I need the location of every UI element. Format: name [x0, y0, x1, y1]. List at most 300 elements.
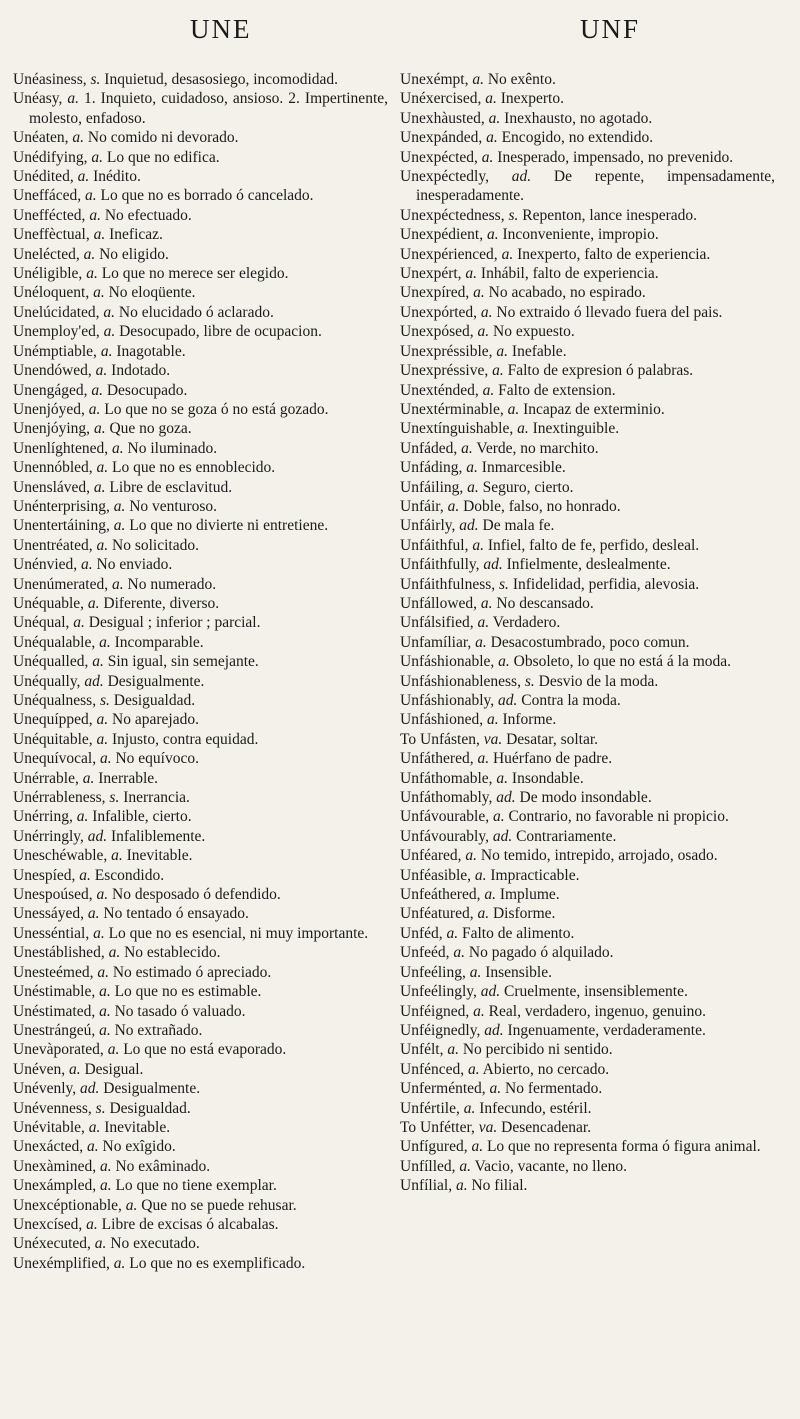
entry-definition: Desocupado, libre de ocupacion. — [119, 323, 322, 341]
entry-grammar: a. — [72, 129, 85, 147]
entry-headword: Unexpért, — [400, 265, 462, 283]
entry-headword: Unenlíghtened, — [13, 439, 109, 457]
entry-grammar: ad. — [511, 168, 532, 186]
dictionary-entry — [400, 264, 775, 283]
entry-headword: Unestrángeú, — [13, 1021, 96, 1039]
dictionary-entry — [400, 70, 775, 89]
entry-definition: Desigualdad. — [109, 1099, 191, 1117]
dictionary-entry — [13, 516, 388, 535]
dictionary-entry — [400, 924, 775, 943]
entry-definition: Lo que no está evaporado. — [123, 1041, 287, 1059]
entry-grammar: a. — [474, 866, 487, 884]
dictionary-entry — [400, 322, 775, 341]
entry-grammar: a. — [79, 866, 91, 884]
entry-headword: Unféd, — [400, 924, 443, 942]
entry-definition: Contra la moda. — [521, 692, 621, 709]
entry-grammar: a. — [461, 439, 473, 457]
entry-headword: Unféatured, — [400, 905, 474, 923]
dictionary-entry — [400, 89, 775, 108]
entry-headword: Unexpérienced, — [400, 245, 498, 263]
entry-grammar: a. — [93, 420, 106, 438]
entry-headword: Unfeéling, — [400, 963, 466, 981]
entry-definition: Inmarcesible. — [481, 459, 566, 477]
entry-grammar: a. — [87, 1138, 99, 1156]
dictionary-entry — [13, 361, 388, 380]
entry-grammar: a. — [465, 265, 478, 283]
dictionary-entry — [13, 148, 388, 167]
entry-headword: Unérringly, — [13, 827, 84, 845]
entry-definition: No exâminado. — [115, 1157, 211, 1175]
entry-headword: Unextínguishable, — [400, 420, 514, 438]
entry-grammar: ad. — [84, 672, 104, 690]
entry-grammar: a. — [93, 226, 106, 244]
entry-grammar: a. — [103, 323, 116, 341]
entry-headword: Unfáded, — [400, 439, 458, 457]
entry-grammar: a. — [95, 362, 108, 380]
dictionary-entry — [13, 1040, 388, 1059]
entry-grammar: a. — [67, 90, 79, 108]
dictionary-entry — [13, 769, 388, 788]
entry-grammar: s. — [90, 71, 101, 88]
entry-grammar: a. — [88, 1118, 101, 1136]
entry-definition: De mala fe. — [482, 517, 555, 535]
entry-headword: Unevàporated, — [13, 1041, 104, 1059]
entry-definition: Sin igual, sin semejante. — [107, 653, 259, 671]
entry-headword: Unfeáthered, — [400, 886, 481, 904]
entry-grammar: a. — [99, 1177, 112, 1195]
entry-grammar: a. — [83, 245, 96, 263]
entry-headword: Unéqually, — [13, 672, 81, 690]
entry-grammar: a. — [99, 633, 111, 651]
dictionary-entry — [400, 866, 775, 885]
entry-grammar: a. — [113, 1254, 126, 1272]
entry-headword: Unfávourably, — [400, 827, 489, 845]
entry-definition: Desvio de la moda. — [538, 672, 659, 690]
entry-grammar: a. — [103, 303, 116, 321]
dictionary-entry — [400, 555, 775, 574]
dictionary-entry — [400, 1176, 775, 1195]
entry-headword: Unendówed, — [13, 362, 92, 380]
entry-definition: Inextinguible. — [532, 420, 620, 438]
entry-headword: To Unfétter, — [400, 1118, 475, 1136]
entry-definition: Ingenuamente, verdaderamente. — [507, 1021, 706, 1039]
dictionary-entry — [13, 1099, 388, 1118]
entry-grammar: a. — [496, 342, 509, 360]
entry-grammar: a. — [99, 1157, 112, 1175]
entry-grammar: ad. — [87, 827, 108, 845]
entry-definition: No fermentado. — [505, 1080, 603, 1098]
entry-grammar: a. — [93, 924, 105, 942]
dictionary-entry — [13, 458, 388, 477]
entry-definition: No elucidado ó aclarado. — [118, 303, 274, 321]
dictionary-entry — [13, 1118, 388, 1137]
entry-definition: Inerrable. — [98, 769, 159, 787]
entry-grammar: a. — [93, 284, 105, 302]
entry-grammar: a. — [472, 71, 484, 88]
dictionary-entry — [400, 788, 775, 807]
entry-definition: Desencadenar. — [501, 1118, 592, 1136]
dictionary-entry — [400, 245, 775, 264]
entry-grammar: a. — [492, 362, 504, 380]
entry-definition: Diferente, diverso. — [103, 594, 220, 612]
entry-grammar: a. — [96, 536, 109, 554]
entry-grammar: ad. — [492, 827, 513, 845]
entry-definition: De repente, impensadamente, inesperadamente. — [416, 168, 776, 205]
dictionary-entry — [13, 264, 388, 283]
dictionary-entry — [13, 342, 388, 361]
entry-definition: Inquietud, desasosiego, incomodidad. — [104, 71, 339, 88]
entry-definition: No exênto. — [487, 71, 556, 88]
entry-grammar: ad. — [80, 1080, 100, 1098]
entry-headword: Unelúcidated, — [13, 303, 100, 321]
dictionary-entry — [400, 361, 775, 380]
entry-definition: Verde, no marchito. — [476, 439, 599, 457]
entry-definition: No tasado ó valuado. — [114, 1002, 246, 1020]
entry-definition: No estimado ó apreciado. — [112, 963, 272, 981]
dictionary-entry — [13, 186, 388, 205]
entry-grammar: a. — [501, 245, 514, 263]
entry-definition: Indotado. — [111, 362, 171, 380]
entry-grammar: a. — [107, 1041, 120, 1059]
entry-grammar: ad. — [459, 517, 479, 535]
entry-definition: Inerrancia. — [123, 789, 190, 807]
entry-grammar: a. — [108, 944, 121, 962]
entry-definition: Inexhausto, no agotado. — [504, 109, 653, 127]
entry-definition: Que no se puede rehusar. — [141, 1196, 297, 1214]
entry-grammar: a. — [87, 905, 100, 923]
entry-headword: Unénvied, — [13, 556, 78, 574]
dictionary-entry — [400, 1157, 775, 1176]
entry-headword: Unéven, — [13, 1060, 66, 1078]
entry-grammar: a. — [485, 90, 497, 108]
entry-headword: Unexámpled, — [13, 1177, 97, 1195]
entry-definition: Disforme. — [492, 905, 556, 923]
entry-definition: Abierto, no cercado. — [482, 1060, 610, 1078]
dictionary-entry — [13, 788, 388, 807]
entry-definition: No expuesto. — [493, 323, 575, 341]
entry-definition: Desigual ; inferior ; parcial. — [88, 614, 261, 632]
entry-grammar: a. — [113, 497, 126, 515]
dictionary-entry — [400, 575, 775, 594]
entry-headword: Unfáshioned, — [400, 711, 484, 729]
entry-grammar: a. — [96, 886, 109, 904]
entry-grammar: a. — [475, 633, 487, 651]
entry-headword: Unfáithfully, — [400, 556, 480, 574]
entry-headword: Unentertáining, — [13, 517, 110, 535]
dictionary-entry — [400, 109, 775, 128]
dictionary-entry — [13, 613, 388, 632]
entry-headword: Unexpédient, — [400, 226, 484, 244]
entry-headword: Unesteémed, — [13, 963, 94, 981]
entry-headword: Unennóbled, — [13, 459, 93, 477]
dictionary-entry — [13, 322, 388, 341]
dictionary-entry — [13, 303, 388, 322]
entry-grammar: a. — [82, 769, 95, 787]
entry-definition: Vacio, vacante, no lleno. — [474, 1157, 627, 1175]
entry-headword: Unfáshionableness, — [400, 672, 521, 690]
entry-headword: Unfáithfulness, — [400, 575, 496, 593]
entry-headword: Unferménted, — [400, 1080, 486, 1098]
entry-grammar: ad. — [498, 692, 518, 709]
entry-grammar: a. — [467, 478, 479, 496]
entry-definition: Contrariamente. — [516, 827, 617, 845]
entry-headword: Unémptiable, — [13, 342, 97, 360]
entry-grammar: a. — [68, 1060, 81, 1078]
entry-grammar: a. — [488, 109, 501, 127]
entry-grammar: a. — [447, 497, 460, 515]
entry-headword: Unérring, — [13, 808, 73, 826]
entry-headword: Unéxecuted, — [13, 1235, 91, 1253]
entry-headword: Unéquitable, — [13, 730, 93, 748]
dictionary-entry — [13, 730, 388, 749]
entry-headword: Unfáthomable, — [400, 769, 493, 787]
dictionary-entry — [400, 594, 775, 613]
entry-grammar: a. — [486, 129, 498, 147]
entry-grammar: a. — [446, 924, 459, 942]
dictionary-entry — [13, 594, 388, 613]
entry-headword: Unesséntial, — [13, 924, 90, 942]
dictionary-entry — [13, 1157, 388, 1176]
dictionary-entry — [13, 963, 388, 982]
entry-headword: Uneschéwable, — [13, 847, 108, 865]
dictionary-entry — [13, 419, 388, 438]
entry-definition: No pagado ó alquilado. — [468, 944, 614, 962]
entry-headword: Unexpréssive, — [400, 362, 489, 380]
entry-definition: Desigual. — [84, 1060, 144, 1078]
running-head-right: UNF — [580, 14, 641, 44]
entry-definition: Lo que no se goza ó no está gozado. — [104, 400, 329, 418]
entry-definition: No descansado. — [496, 594, 594, 612]
entry-headword: Unéloquent, — [13, 284, 90, 302]
entry-definition: No solicitado. — [112, 536, 199, 554]
entry-grammar: a. — [472, 536, 484, 554]
entry-grammar: a. — [97, 963, 109, 981]
dictionary-entry — [400, 613, 775, 632]
entry-grammar: a. — [459, 1157, 472, 1175]
entry-grammar: va. — [483, 730, 503, 748]
entry-headword: Unfáirly, — [400, 517, 456, 535]
dictionary-entry — [400, 1002, 775, 1021]
entry-definition: Escondido. — [94, 866, 165, 884]
entry-definition: No numerado. — [127, 575, 217, 593]
entry-headword: Unfávourable, — [400, 808, 490, 826]
entry-grammar: a. — [91, 148, 103, 166]
dictionary-column-left — [13, 70, 388, 1273]
entry-grammar: a. — [473, 284, 485, 302]
entry-definition: Lo que no es ennoblecido. — [112, 459, 276, 477]
entry-headword: Unéaten, — [13, 129, 69, 147]
entry-headword: Unfeéd, — [400, 944, 450, 962]
entry-headword: Unexpécted, — [400, 148, 478, 166]
entry-headword: Unexpórted, — [400, 303, 478, 321]
entry-headword: Unfamíliar, — [400, 633, 472, 651]
entry-grammar: a. — [76, 808, 89, 826]
entry-grammar: va. — [478, 1118, 498, 1136]
entry-definition: Lo que no representa forma ó figura animal. — [486, 1138, 761, 1156]
entry-grammar: a. — [466, 459, 478, 477]
entry-definition: Injusto, contra equidad. — [112, 730, 259, 748]
entry-definition: Inconveniente, impropio. — [502, 226, 659, 244]
entry-headword: Unexpíred, — [400, 284, 470, 302]
dictionary-entry — [400, 652, 775, 671]
entry-headword: Unéstimated, — [13, 1002, 96, 1020]
dictionary-entry — [13, 245, 388, 264]
entry-headword: Unessáyed, — [13, 905, 85, 923]
entry-headword: Unéqualable, — [13, 633, 96, 651]
entry-definition: Incapaz de exterminio. — [523, 400, 665, 418]
entry-definition: Repenton, lance inesperado. — [522, 206, 698, 224]
entry-headword: Unérrableness, — [13, 789, 106, 807]
dictionary-entry — [13, 943, 388, 962]
entry-grammar: a. — [99, 983, 111, 1001]
dictionary-entry — [400, 400, 775, 419]
entry-definition: Inevitable. — [104, 1118, 171, 1136]
dictionary-entry — [400, 128, 775, 147]
entry-definition: Desigualmente. — [107, 672, 205, 690]
entry-grammar: s. — [99, 692, 110, 709]
entry-headword: Unérrable, — [13, 769, 79, 787]
entry-headword: Unexhàusted, — [400, 109, 485, 127]
entry-definition: No temido, intrepido, arrojado, osado. — [480, 847, 718, 865]
dictionary-entry — [400, 283, 775, 302]
dictionary-entry — [13, 807, 388, 826]
entry-definition: No extrañado. — [114, 1021, 203, 1039]
dictionary-entry — [13, 982, 388, 1001]
entry-grammar: s. — [109, 789, 120, 807]
entry-definition: No percibido ni sentido. — [462, 1041, 613, 1059]
entry-definition: Informe. — [502, 711, 557, 729]
dictionary-entry — [400, 478, 775, 497]
entry-grammar: a. — [482, 381, 495, 399]
dictionary-entry — [13, 1254, 388, 1273]
dictionary-entry — [400, 904, 775, 923]
entry-definition: Lo que no divierte ni entretiene. — [129, 517, 329, 535]
entry-grammar: a. — [87, 594, 100, 612]
dictionary-entry — [400, 963, 775, 982]
entry-definition: Contrario, no favorable ni propicio. — [508, 808, 729, 826]
entry-headword: Unfílial, — [400, 1177, 453, 1195]
entry-definition: Lo que no es estimable. — [114, 983, 262, 1001]
entry-grammar: a. — [453, 944, 465, 962]
entry-definition: Cruelmente, insensiblemente. — [504, 983, 688, 1001]
entry-headword: Unéligible, — [13, 265, 83, 283]
dictionary-entry — [13, 633, 388, 652]
dictionary-entry — [400, 419, 775, 438]
entry-grammar: a. — [113, 517, 126, 535]
dictionary-entry — [400, 885, 775, 904]
entry-headword: Unfígured, — [400, 1138, 468, 1156]
entry-definition: No acabado, no espirado. — [488, 284, 646, 302]
dictionary-entry — [400, 1021, 775, 1040]
dictionary-entry — [400, 749, 775, 768]
entry-definition: Desigualdad. — [113, 692, 196, 709]
entry-grammar: a. — [484, 886, 496, 904]
dictionary-entry — [13, 70, 388, 89]
entry-headword: Unequípped, — [13, 711, 93, 729]
entry-headword: Unexpéctedly, — [400, 168, 489, 186]
entry-headword: Unéxercised, — [400, 90, 482, 108]
dictionary-entry — [13, 89, 388, 128]
entry-definition: No extraido ó llevado fuera del pais. — [496, 303, 723, 321]
entry-definition: Verdadero. — [492, 614, 561, 632]
entry-grammar: a. — [91, 381, 103, 399]
entry-headword: Unfértile, — [400, 1099, 460, 1117]
dictionary-entry — [13, 497, 388, 516]
entry-definition: No eloqüente. — [108, 284, 196, 302]
entry-definition: No enviado. — [96, 556, 173, 574]
entry-headword: Unfáthered, — [400, 750, 474, 768]
entry-definition: No efectuado. — [104, 206, 192, 224]
entry-definition: Lo que no es esencial, ni muy importante. — [108, 924, 369, 942]
entry-grammar: ad. — [483, 556, 503, 574]
entry-headword: Unexcéptionable, — [13, 1196, 122, 1214]
entry-grammar: a. — [477, 905, 490, 923]
entry-grammar: a. — [125, 1196, 138, 1214]
entry-definition: Inagotable. — [116, 342, 186, 360]
entry-grammar: a. — [112, 439, 124, 457]
entry-headword: Unéqualness, — [13, 692, 97, 709]
entry-headword: Unensláved, — [13, 478, 91, 496]
entry-grammar: a. — [77, 168, 90, 186]
entry-headword: Unexpósed, — [400, 323, 474, 341]
entry-headword: Unenúmerated, — [13, 575, 109, 593]
entry-definition: No equívoco. — [115, 750, 199, 768]
dictionary-entry — [400, 982, 775, 1001]
dictionary-entry — [13, 866, 388, 885]
entry-headword: Unestáblished, — [13, 944, 105, 962]
entry-grammar: a. — [92, 653, 104, 671]
entry-headword: Unespíed, — [13, 866, 76, 884]
entry-grammar: ad. — [496, 789, 516, 807]
entry-grammar: a. — [111, 847, 123, 865]
dictionary-entry — [13, 555, 388, 574]
entry-headword: Unfáithful, — [400, 536, 469, 554]
entry-headword: Unexténded, — [400, 381, 479, 399]
entry-grammar: a. — [96, 459, 109, 477]
entry-grammar: a. — [88, 400, 101, 418]
entry-headword: Unévenly, — [13, 1080, 77, 1098]
dictionary-entry — [13, 749, 388, 768]
dictionary-entry — [13, 478, 388, 497]
entry-headword: Unfílled, — [400, 1157, 456, 1175]
entry-definition: Implume. — [499, 886, 560, 904]
entry-grammar: a. — [86, 1215, 98, 1233]
entry-definition: Falto de extension. — [498, 381, 616, 399]
entry-grammar: s. — [524, 672, 535, 690]
entry-grammar: a. — [471, 1138, 484, 1156]
entry-headword: Unentréated, — [13, 536, 93, 554]
dictionary-entry — [400, 1060, 775, 1079]
entry-headword: Unfáshionable, — [400, 653, 495, 671]
entry-definition: Infielmente, deslealmente. — [506, 556, 671, 574]
dictionary-entry — [400, 536, 775, 555]
entry-grammar: a. — [496, 769, 509, 787]
entry-grammar: a. — [100, 342, 113, 360]
entry-headword: Unexpéctedness, — [400, 206, 505, 224]
dictionary-entry — [400, 672, 775, 691]
dictionary-entry — [13, 691, 388, 710]
entry-grammar: s. — [499, 575, 509, 593]
entry-definition: Desigualmente. — [103, 1080, 201, 1098]
entry-grammar: a. — [447, 1041, 459, 1059]
dictionary-entry — [400, 710, 775, 729]
entry-headword: Unéstimable, — [13, 983, 96, 1001]
entry-grammar: a. — [99, 1002, 111, 1020]
entry-headword: To Unfásten, — [400, 730, 480, 748]
entry-definition: No establecido. — [124, 944, 221, 962]
entry-grammar: a. — [498, 653, 510, 671]
entry-definition: Insensible. — [485, 963, 552, 981]
